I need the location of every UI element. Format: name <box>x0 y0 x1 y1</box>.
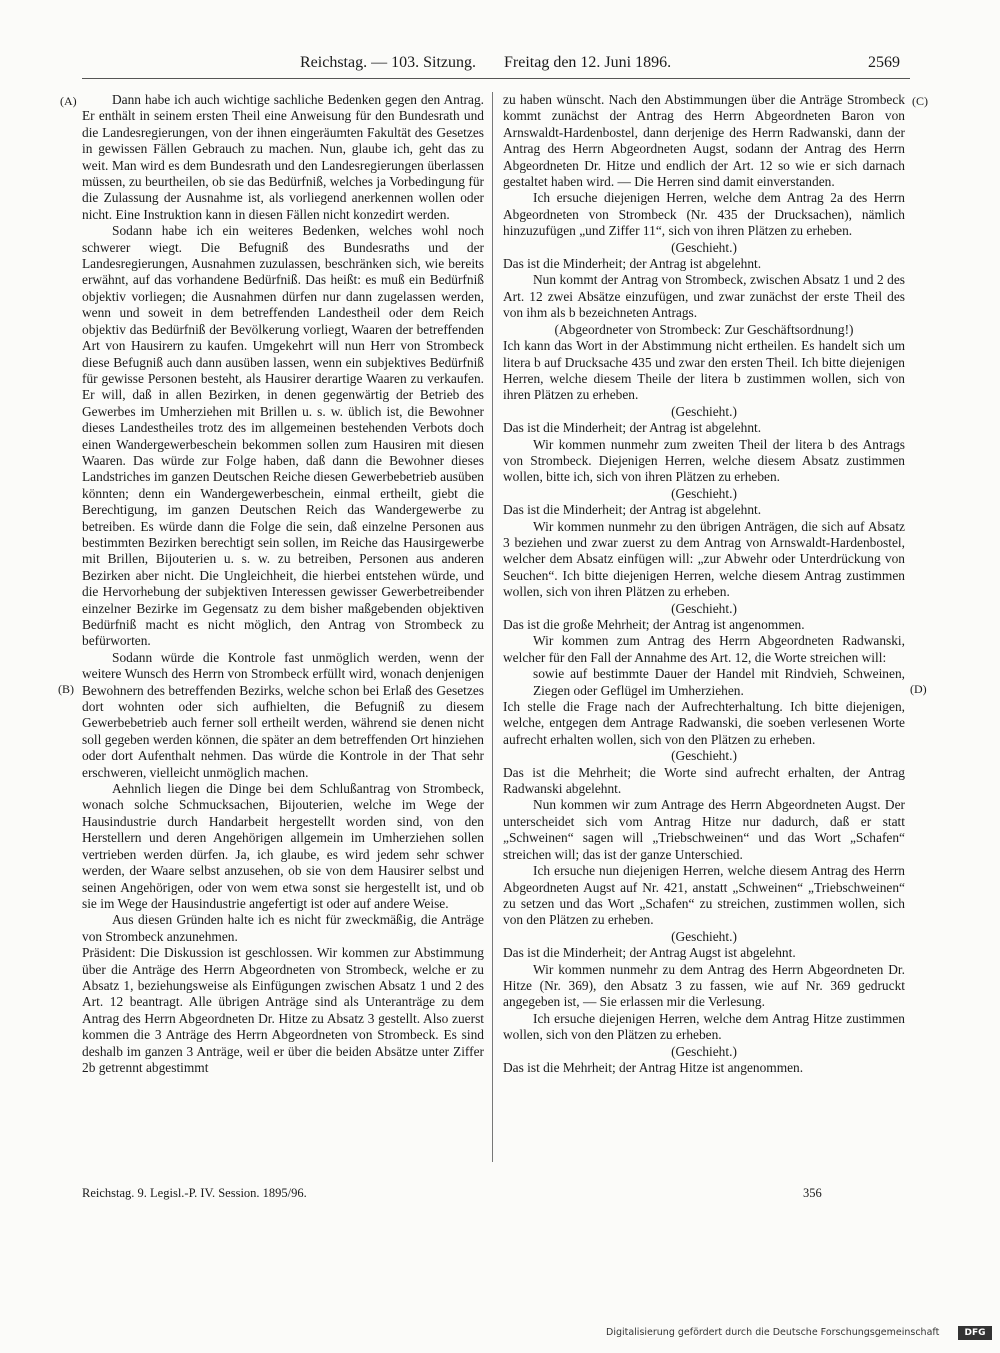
right-paragraph: zu haben wünscht. Nach den Abstimmungen über die Anträge Strombeck kommt zunächst der Antrag des Herrn Abgeordneten Baron von Arnswaldt-Hardenbostel, dann derjenige des Herrn Radwanski, dann der Antrag des Herrn Abgeordneten Augst, sodann der Antrag des Herrn Abgeordneten Dr. Hitze und endlich der Art. 12 so wie er sich darnach gestaltet haben wird. — Die Herren sind damit einverstanden. <box>503 92 905 190</box>
left-paragraph: Aehnlich liegen die Dinge bei dem Schlußantrag von Strombeck, wonach solche Schmucksachen, Bijouterien, welche im Wege der Hausindustrie durch Handarbeit hergestellt worden sind, von den Herstellern und deren Angehörigen allgemein im Umherziehen sollen vertrieben werden dürfen. Ja, ich glaube, es wird jedem sehr schwer werden, der Waare selbst anzusehen, ob sie von dem Hausirer selbst und seinen Angehörigen, oder von wem etwa sonst sie hergestellt ist, und ob sie im Wege der Hausindustrie angefertigt ist oder auf andere Weise. <box>82 781 484 911</box>
stage-direction: (Geschieht.) <box>671 403 737 419</box>
quoted-text: sowie auf bestimmte Dauer der Handel mit Rindvieh, Schweinen, Ziegen oder Geflügel im Umherziehen. <box>533 666 905 698</box>
stage-direction: (Geschieht.) <box>671 600 737 616</box>
page-number: 2569 <box>868 54 900 71</box>
right-paragraph: Ich ersuche diejenigen Herren, welche dem Antrag Hitze zustimmen wollen, sich von den Plätzen zu erheben. <box>503 1010 905 1043</box>
right-paragraph: Ich kann das Wort in der Abstimmung nicht ertheilen. Es handelt sich um litera b auf Drucksache 435 und zwar den ersten Theil. Ich bitte diejenigen Herren, welche diesem Theile der litera b zustimmen wollen, sich von ihren Plätzen zu erheben. <box>503 338 905 403</box>
right-paragraph: Das ist die Minderheit; der Antrag ist abgelehnt. <box>503 420 762 436</box>
session-date: Freitag den 12. Juni 1896. <box>504 54 672 71</box>
right-paragraph: Nun kommt der Antrag von Strombeck, zwischen Absatz 1 und 2 des Art. 12 zwei Absätze einzufügen, und zwar zunächst der erste Theil des von ihm als b bezeichneten Antrags. <box>503 272 905 321</box>
right-column <box>503 92 905 1076</box>
left-paragraph-praesident: Präsident: Die Diskussion ist geschlossen. Wir kommen zur Abstimmung über die Anträge des Herrn Abgeordneten von Strombeck, welche er zu Absatz 1, beziehungsweise als Einfügungen zwischen Absatz 1 und 2 des Art. 12 beantragt. Alle übrigen Anträge sind als Unteranträge zu dem Antrag des Herrn Abgeordneten Dr. Hitze zu Absatz 3 gestellt. Also zuerst kommen die 3 Anträge des Herrn Abgeordneten von Strombeck. Es sind deshalb im ganzen 3 Anträge, weil er über die beiden Absätze unter Ziffer 2b getrennt abgestimmt <box>82 945 484 1075</box>
right-paragraph: Wir kommen zum Antrag des Herrn Abgeordneten Radwanski, welcher für den Fall der Annahme des Art. 12, die Worte streichen will: <box>503 633 905 665</box>
column-divider <box>492 92 493 1162</box>
right-paragraph: Ich ersuche diejenigen Herren, welche dem Antrag 2a des Herrn Abgeordneten von Strombeck (Nr. 435 der Drucksachen), nämlich hinzuzufügen „und Ziffer 11“, sich von ihren Plätzen zu erheben. <box>503 190 905 239</box>
dfg-logo: DFG <box>958 1326 992 1340</box>
stage-direction: (Geschieht.) <box>671 1043 737 1059</box>
page-header <box>0 52 1000 76</box>
footer-sheet-number: 356 <box>803 1186 822 1200</box>
right-paragraph: Das ist die Mehrheit; die Worte sind aufrecht erhalten, der Antrag Radwanski abgelehnt. <box>503 764 905 797</box>
stage-direction: (Geschieht.) <box>671 485 737 501</box>
left-paragraph: Dann habe ich auch wichtige sachliche Bedenken gegen den Antrag. Er enthält in seinem ersten Theil eine Anweisung für den Bundesrath und die Landesregierungen, von der ihnen eingeräumten Fakultät des Gesetzes in gewissen Fällen Gebrauch zu machen. Nun, glaube ich, geht das zu weit. Man wird es dem Bundesrath und den Landesregierungen überlassen müssen, zu beurtheilen, ob sie das Bedürfniß, welches ja Vorbedingung für die Zulassung der Ausnahme ist, als vorliegend anerkennen wollen oder nicht. Eine Instruktion kann in diesen Fällen nicht konzedirt werden. <box>82 92 484 222</box>
right-paragraph: Das ist die Minderheit; der Antrag Augst ist abgelehnt. <box>503 945 796 961</box>
right-paragraph: Nun kommen wir zum Antrage des Herrn Abgeordneten Augst. Der unterscheidet sich vom Antrag Hitze nur dadurch, daß er statt „Schweinen“ sagen will „Triebschweinen“ und das Wort „Schafen“ streichen will; das ist der ganze Unterschied. <box>503 797 905 862</box>
right-paragraph: Das ist die Minderheit; der Antrag ist abgelehnt. <box>503 502 762 518</box>
stage-direction: (Geschieht.) <box>671 748 737 764</box>
margin-marker-a: (A) <box>60 94 77 108</box>
stage-direction: (Geschieht.) <box>671 928 737 944</box>
left-paragraph: Sodann würde die Kontrole fast unmöglich werden, wenn der weitere Wunsch des Herrn von Strombeck erfüllt wird, wonach denjenigen Bewohnern des betreffenden Bezirks, welche schon bei Erlaß des Gesetzes dort wohnten oder sich aufhielten, die Befugniß zu diesem Gewerbebetrieb auch ferner soll ertheilt werden, während sie denen nicht soll gegeben werden können, die später an dem betreffenden Ort hinziehen oder dort Aufenthalt nehmen. Das würde die Kontrole in der That sehr erschweren, vielleicht unmöglich machen. <box>82 649 484 780</box>
right-paragraph: Wir kommen nunmehr zu den übrigen Anträgen, die sich auf Absatz 3 beziehen und zwar zuerst zu dem Antrag von Arnswaldt-Hardenbostel, welcher dem Absatz einfügen will: „zur Abwehr oder Unterdrückung von Seuchen“. Ich bitte diejenigen Herren, welche diesem Antrag zustimmen wollen, sich von ihren Plätzen zu erheben. <box>503 518 905 600</box>
margin-marker-b: (B) <box>58 682 74 696</box>
left-paragraph: Sodann habe ich ein weiteres Bedenken, welches wohl noch schwerer wiegt. Die Befugniß des Bundesraths und der Landesregierungen, Ausnahmen zuzulassen, beschränken sich, wie bereits erwähnt, auf das vorhandene Bedürfniß. Das heißt: es muß ein Bedürfniß objektiv vorliegen; die Ausnahmen dürfen nur dann zugelassen werden, wenn und soweit in dem betreffenden Landestheil oder dem Reich objektiv das Bedürfniß der Bevölkerung vorliegt, Waaren der betreffenden Art von Hausirern zu kaufen. Umgekehrt will nun Herr von Strombeck diese Befugniß auch dann ausüben lassen, wenn ein subjektives Bedürfniß für gewisse Personen besteht, als Hausirer derartige Waaren zu verkaufen. Er will, daß in allen Bezirken, in denen gegenwärtig der Betrieb des Gewerbes im Umherziehen mit Brillen u. s. w. üblich ist, die Bewohner dieses Landestheiles trotz des im allgemeinen bestehenden Verbots doch einen Wandergewerbeschein bekommen sollen zum Hausiren mit diesen Waaren. Das würde zur Folge haben, daß dann die Bewohner dieses Landstriches im ganzen Deutschen Reiche diesen Gewerbebetrieb ausüben könnten; denn ein Wandergewerbeschein, einmal ertheilt, giebt die Berechtigung, im ganzen Deutschen Reich das Wandergewerbe zu betreiben. Es würde dann die Folge die sein, daß einzelne Personen aus bestimmten Bezirken berechtigt sein sollen, im Reiche das Hausirgewerbe mit Brillen, Bijouterien u. s. w. zu betreiben, Personen aus anderen Bezirken aber nicht. Die Ungleichheit, die hierbei entstehen würde, und die Hervorhebung der subjektiven Interessen gewisser Gewerbetreibender einzelner Bezirke im Gegensatz zu dem bisher maßgebenden objektiven Bedürfniß macht es nicht möglich, den Antrag von Strombeck zu befürworten. <box>82 223 484 649</box>
margin-marker-c: (C) <box>912 94 928 108</box>
margin-marker-d: (D) <box>910 682 927 696</box>
right-paragraph: Wir kommen nunmehr zu dem Antrag des Herrn Abgeordneten Dr. Hitze (Nr. 369), den Absatz 3 zu fassen, wie auf Nr. 369 gedruckt angegeben ist, — Sie erlassen mir die Verlesung. <box>503 961 905 1010</box>
stage-direction: (Geschieht.) <box>671 239 737 255</box>
header-rule <box>82 78 910 79</box>
right-paragraph: Wir kommen nunmehr zum zweiten Theil der litera b des Antrags von Strombeck. Diejenigen Herren, welche diesem Absatz zustimmen wollen, bitte ich, sich von ihren Plätzen zu erheben. <box>503 436 905 485</box>
right-paragraph: Das ist die Mehrheit; der Antrag Hitze ist angenommen. <box>503 1059 804 1075</box>
left-column <box>82 92 484 1076</box>
publication-title: Reichstag. — 103. Sitzung. <box>300 54 476 71</box>
right-paragraph: Das ist die Minderheit; der Antrag ist abgelehnt. <box>503 256 762 272</box>
interjection: (Abgeordneter von Strombeck: Zur Geschäftsordnung!) <box>554 321 854 337</box>
right-paragraph: Ich stelle die Frage nach der Aufrechterhaltung. Ich bitte diejenigen, welche, entgegen dem Antrage Radwanski, die soeben verlesenen Worte aufrecht erhalten wollen, sich von den Plätzen zu erheben. <box>503 699 905 747</box>
right-paragraph: Das ist die große Mehrheit; der Antrag ist angenommen. <box>503 617 805 632</box>
digitization-credit: Digitalisierung gefördert durch die Deutsche Forschungsgemeinschaft <box>606 1327 940 1338</box>
footer-legislature-info: Reichstag. 9. Legisl.-P. IV. Session. 1895/96. <box>82 1186 307 1200</box>
left-paragraph: Aus diesen Gründen halte ich es nicht für zweckmäßig, die Anträge von Strombeck anzunehmen. <box>82 912 484 944</box>
right-paragraph: Ich ersuche nun diejenigen Herren, welche diesem Antrag des Herrn Abgeordneten Augst auf Nr. 421, anstatt „Schweinen“ „Triebschweinen“ zu setzen und das Wort „Schafen“ zu streichen, zustimmen wollen, sich von den Plätzen zu erheben. <box>503 863 905 928</box>
